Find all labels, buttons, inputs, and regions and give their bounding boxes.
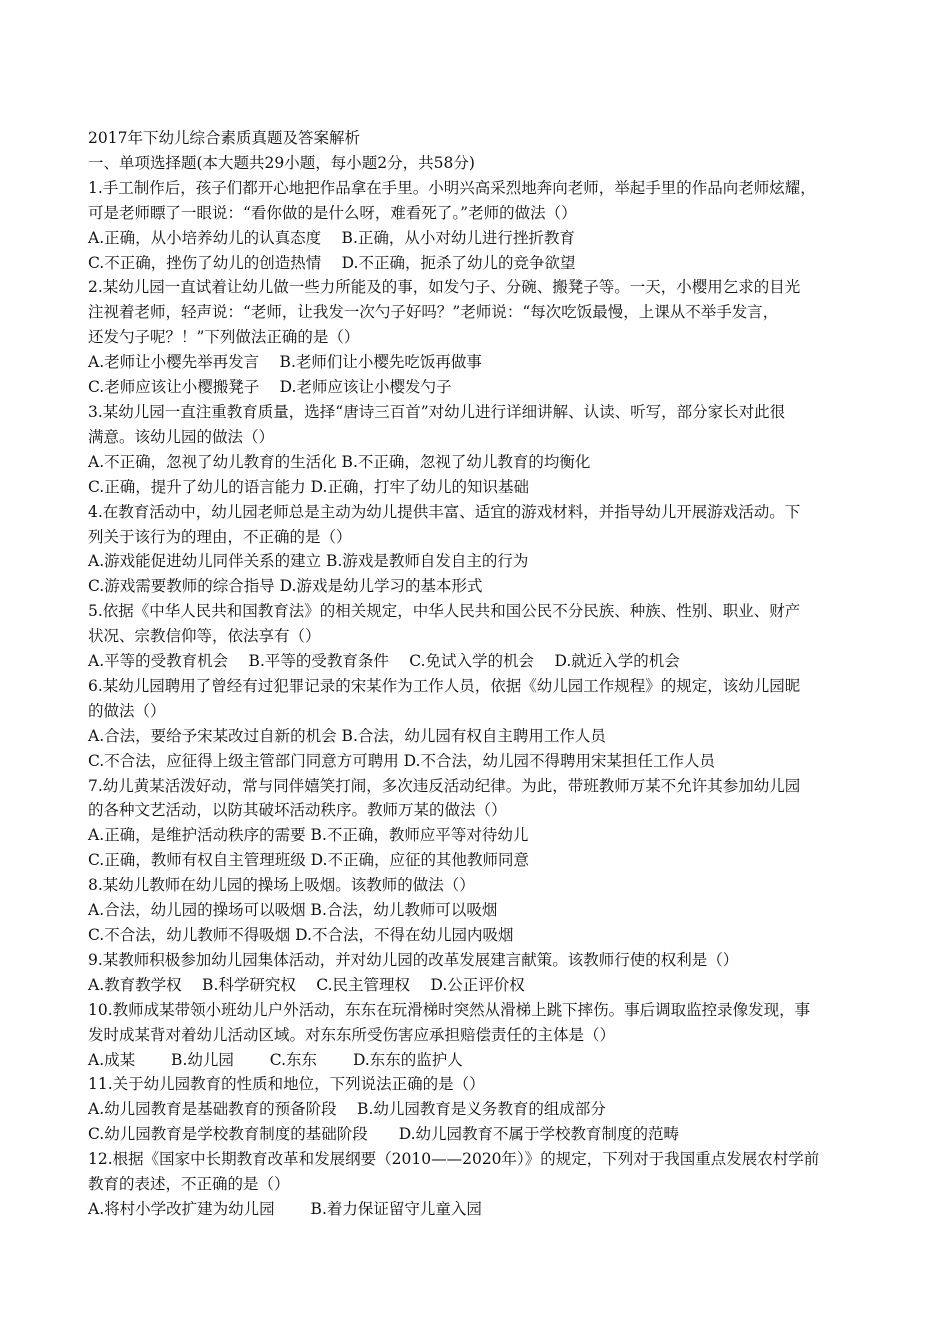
answer-options-line: A.平等的受教育机会 B.平等的受教育条件 C.免试入学的机会 D.就近入学的机会 [88,652,680,671]
question-stem-line: 发时成某背对着幼儿活动区域。对东东所受伤害应承担赔偿责任的主体是（） [88,1025,616,1044]
question-stem-line: 列关于该行为的理由，不正确的是（） [88,527,352,546]
question-stem-line: 1.手工制作后，孩子们都开心地把作品拿在手里。小明兴高采烈地奔向老师，举起手里的作品向老师炫耀， [88,178,816,197]
answer-options-line: C.老师应该让小樱搬凳子 D.老师应该让小樱发勺子 [88,378,452,397]
answer-options-line: A.正确，是维护活动秩序的需要 B.不正确，教师应平等对待幼儿 [88,826,529,845]
question-stem-line: 满意。该幼儿园的做法（） [88,427,275,446]
question-stem-line: 的各种文艺活动，以防其破坏活动秩序。教师万某的做法（） [88,801,507,820]
question-stem-line: 4.在教育活动中，幼儿园老师总是主动为幼儿提供丰富、适宜的游戏材料，并指导幼儿开展游戏活动。下 [88,502,801,521]
answer-options-line: A.不正确，忽视了幼儿教育的生活化 B.不正确，忽视了幼儿教育的均衡化 [88,452,591,471]
question-stem-line: 8.某幼儿教师在幼儿园的操场上吸烟。该教师的做法（） [88,876,475,895]
question-stem-line: 10.教师成某带领小班幼儿户外活动，东东在玩滑梯时突然从滑梯上跳下摔伤。事后调取监控录像发现，事 [88,1000,811,1019]
document-page [88,126,878,1222]
answer-options-line: C.不正确，挫伤了幼儿的创造热情 D.不正确，扼杀了幼儿的竞争欲望 [88,253,576,272]
question-item [88,1147,878,1222]
answer-options-line: C.不合法，应征得上级主管部门同意方可聘用 D.不合法，幼儿园不得聘用宋某担任工作人员 [88,751,715,770]
answer-options-line: A.教育教学权 B.科学研究权 C.民主管理权 D.公正评价权 [88,975,525,994]
answer-options-line: C.不合法，幼儿教师不得吸烟 D.不合法，不得在幼儿园内吸烟 [88,926,514,944]
question-stem-line: 还发勺子呢？！”下列做法正确的是（） [88,328,360,347]
answer-options-line: A.正确，从小培养幼儿的认真态度 B.正确，从小对幼儿进行挫折教育 [88,228,575,247]
question-stem-line: 12.根据《国家中长期教育改革和发展纲要（2010——2020年）》的规定，下列对于我国重点发展农村学前 [88,1150,820,1169]
question-stem-line: 3.某幼儿园一直注重教育质量，选择“唐诗三百首”对幼儿进行详细讲解、认读、听写，部分家长对此很 [88,402,786,421]
document-title: 2017年下幼儿综合素质真题及答案解析 [88,129,360,147]
question-item [88,674,878,774]
answer-options-line: A.合法，要给予宋某改过自新的机会 B.合法，幼儿园有权自主聘用工作人员 [88,726,606,745]
question-item [88,176,878,276]
question-stem-line: 的做法（） [88,701,166,720]
answer-options-line: A.成某 B.幼儿园 C.东东 D.东东的监护人 [88,1050,463,1069]
answer-options-line: A.游戏能促进幼儿同伴关系的建立 B.游戏是教师自发自主的行为 [88,552,529,571]
section-heading: 一、单项选择题(本大题共29小题，每小题2分，共58分) [88,153,475,172]
question-stem-line: 11.关于幼儿园教育的性质和地位，下列说法正确的是（） [88,1075,485,1094]
question-item [88,599,878,674]
answer-options-line: A.合法，幼儿园的操场可以吸烟 B.合法，幼儿教师可以吸烟 [88,901,498,920]
answer-options-line: A.幼儿园教育是基础教育的预备阶段 B.幼儿园教育是义务教育的组成部分 [88,1100,606,1119]
answer-options-line: A.将村小学改扩建为幼儿园 B.着力保证留守儿童入园 [88,1199,482,1218]
question-list [88,176,878,1222]
question-item [88,873,878,948]
question-item [88,275,878,400]
question-stem-line: 7.幼儿黄某活泼好动，常与同伴嬉笑打闹，多次违反活动纪律。为此，带班教师万某不允许其参加幼儿园 [88,776,801,795]
answer-options-line: C.正确，教师有权自主管理班级 D.不正确，应征的其他教师同意 [88,851,529,870]
question-stem-line: 9.某教师积极参加幼儿园集体活动，并对幼儿园的改革发展建言献策。该教师行使的权利是（） [88,950,739,969]
question-stem-line: 2.某幼儿园一直试着让幼儿做一些力所能及的事，如发勺子、分碗、搬凳子等。一天，小樱用乞求的目光 [88,278,801,297]
answer-options-line: C.正确，提升了幼儿的语言能力 D.正确，打牢了幼儿的知识基础 [88,477,529,496]
question-item [88,400,878,500]
question-stem-line: 5.依据《中华人民共和国教育法》的相关规定，中华人民共和国公民不分民族、种族、性别、职业、财产 [88,602,801,621]
question-stem-line: 状况、宗教信仰等，依法享有（） [88,627,321,646]
question-item [88,1072,878,1147]
answer-options-line: C.幼儿园教育是学校教育制度的基础阶段 D.幼儿园教育不属于学校教育制度的范畴 [88,1125,680,1144]
question-item [88,948,878,998]
answer-options-line: C.游戏需要教师的综合指导 D.游戏是幼儿学习的基本形式 [88,577,483,596]
question-stem-line: 注视着老师，轻声说：“老师，让我发一次勺子好吗？”老师说：“每次吃饭最慢，上课从不举手发言， [88,303,779,322]
question-stem-line: 教育的表述，不正确的是（） [88,1175,290,1194]
question-stem-line: 6.某幼儿园聘用了曾经有过犯罪记录的宋某作为工作人员，依据《幼儿园工作规程》的规定，该幼儿园昵 [88,676,801,695]
question-stem-line: 可是老师瞟了一眼说：“看你做的是什么呀，难看死了。”老师的做法（） [88,203,577,222]
question-item [88,774,878,874]
question-item [88,500,878,600]
question-item [88,998,878,1073]
answer-options-line: A.老师让小樱先举再发言 B.老师们让小樱先吃饭再做事 [88,353,482,372]
